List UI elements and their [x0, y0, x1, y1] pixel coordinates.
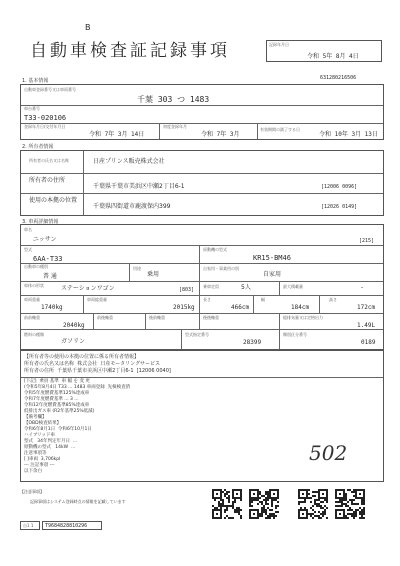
width-label: 幅	[261, 297, 265, 302]
displacement-value: 1.49L	[357, 322, 376, 329]
model-no-label: 型式指定番号	[185, 332, 209, 337]
base-location-value: 千葉県四街道市鹿渡保内399	[93, 203, 171, 210]
notes-remarks-block: [下記] 乗員 基準 車 幅 を 変 更 (令和5年8月4日 T33 ... 1483 車両登録 先検検査済 令和5年度燃費基準125%達成車 令和7年度燃費基準 ... 3 ... 令和12年度燃費基準85%達成車 低排出ガス車 (R2年基準25%低減) 【備考欄】 【OBD検査結果】 令和6年8月1日 令和6年10月1日 ハイブリッド車 型式 34年判定年月日 ... 原動機の型式 14kW ... 注意事項等 [ ]車両 3,706kpl --- 注記事項 --- 以下余白	[24, 379, 131, 474]
use-value: 乗用	[147, 271, 160, 278]
weight-label: 車両重量	[24, 297, 40, 302]
owner-address-code: [12006 0096]	[321, 184, 358, 190]
issue-date-label: 記録年月日	[269, 42, 289, 47]
engine-label: 原動機の型式	[203, 247, 227, 252]
shape-label: 車体の形状	[24, 283, 44, 288]
maker-value: ニッサン	[33, 236, 57, 243]
notes-owner-block: 【所有者等の使用の本拠の位置に係る所有者情報】 所有者の氏名又は名称 株式会社 日産モータリングサービス 所有者の住所 千葉県千葉市美浜区中瀬2丁目6-1 [12006 0040]	[24, 354, 171, 374]
qr-code	[249, 489, 279, 519]
page-label: 自1 1	[23, 523, 34, 528]
chassis-label: 車台番号	[24, 106, 40, 111]
private-label: 自家用・事業用の別	[203, 266, 239, 271]
section-owner-box	[20, 150, 384, 216]
height-value: 172cm	[357, 304, 376, 311]
section-owner-label: 2. 所有者情報	[22, 144, 54, 150]
base-location-label: 使用の本拠の位置	[29, 197, 78, 204]
class-no-value: 0189	[361, 339, 376, 346]
reg-number-value: 千葉 303 つ 1483	[137, 95, 210, 104]
shape-code: [803]	[179, 287, 195, 293]
maxload-label: 最大積載量	[283, 284, 303, 289]
first-reg-label: 登録年月日/交付年月日	[24, 124, 66, 129]
gross-value: 2015kg	[173, 304, 195, 311]
rear3-axle-label: 後後軸重	[203, 315, 219, 320]
maker-code: [215]	[359, 238, 375, 244]
rear2-axle-label: 後前軸重	[149, 315, 165, 320]
use-label: 用途	[133, 266, 141, 271]
initial-reg-value: 令和 7年 3月	[201, 131, 240, 138]
kind-value: 普 通	[43, 273, 57, 280]
notes-box	[20, 350, 384, 482]
initial-reg-label: 初度登録年月	[163, 124, 187, 129]
qr-code	[212, 489, 242, 519]
fuel-value: ガソリン	[61, 338, 86, 345]
shape-value: ステーションワゴン	[61, 285, 115, 292]
model-label: 型式	[24, 247, 32, 252]
width-value: 184cm	[291, 304, 310, 311]
reg-number-label: 自動車登録番号又は車両番号	[24, 87, 76, 92]
class-no-label: 類別区分番号	[283, 332, 307, 337]
document-number: 631280216506	[320, 75, 357, 81]
owner-address-label: 所有者の住所	[29, 177, 66, 184]
handwritten-number: 502	[309, 441, 348, 465]
length-value: 466cm	[231, 304, 250, 311]
serial-number: T9684828810296	[45, 523, 88, 529]
engine-value: KR15-BM46	[253, 254, 291, 262]
qr-code	[335, 489, 365, 519]
rear-axle-label: 前後軸重	[97, 315, 113, 320]
section-vehicle-label: 3. 車両詳細情報	[22, 219, 59, 225]
first-reg-value: 令和 7年 3月 14日	[89, 131, 145, 138]
section-basic-box	[20, 84, 384, 140]
front-axle-label: 前前軸重	[24, 315, 40, 320]
owner-name-label: 所有者の氏名又は名称	[29, 158, 69, 163]
fuel-label: 燃料の種類	[24, 332, 44, 337]
capacity-value: 5人	[241, 284, 251, 291]
capacity-label: 乗車定員	[203, 284, 219, 289]
chassis-value: T33-020106	[24, 114, 67, 122]
displacement-label: 総排気量又は定格出力	[283, 315, 323, 320]
notice-text: 記録事項はシステム登録時点の情報を記載しています	[30, 499, 126, 504]
front-axle-value: 2040kg	[63, 322, 85, 329]
weight-value: 1740kg	[41, 304, 63, 311]
issue-date-value: 令和 5年 8月 4日	[307, 53, 359, 60]
model-value: 6AA-T33	[33, 255, 63, 263]
gross-label: 車両総重量	[87, 297, 107, 302]
serial-box	[42, 521, 102, 530]
qr-code	[298, 489, 328, 519]
issue-date-box	[266, 40, 382, 62]
page-box	[20, 521, 40, 530]
private-value: 自家用	[263, 271, 282, 278]
base-location-code: [12026 0149]	[321, 204, 358, 210]
maxload-value: -	[361, 284, 364, 291]
page-title: 自動車検査証記録事項	[30, 41, 230, 61]
expiry-label: 有効期間の満了する日	[260, 127, 300, 132]
model-no-value: 28399	[243, 339, 262, 346]
owner-address-value: 千葉県千葉市美浜区中瀬2丁目6-1	[93, 183, 185, 190]
section-vehicle-box	[20, 224, 384, 350]
owner-name-value: 日産プリンス販売株式会社	[93, 158, 165, 165]
qr-code-strip	[212, 488, 384, 520]
length-label: 長さ	[203, 297, 211, 302]
maker-label: 車名	[24, 227, 32, 232]
expiry-value: 令和 10年 3月 13日	[319, 131, 378, 138]
form-letter: B	[85, 23, 91, 32]
height-label: 高さ	[329, 297, 337, 302]
notice-label: 【注意事項】	[20, 489, 44, 494]
section-basic-label: 1. 基本情報	[22, 78, 49, 84]
kind-label: 自動車の種別	[24, 264, 48, 269]
